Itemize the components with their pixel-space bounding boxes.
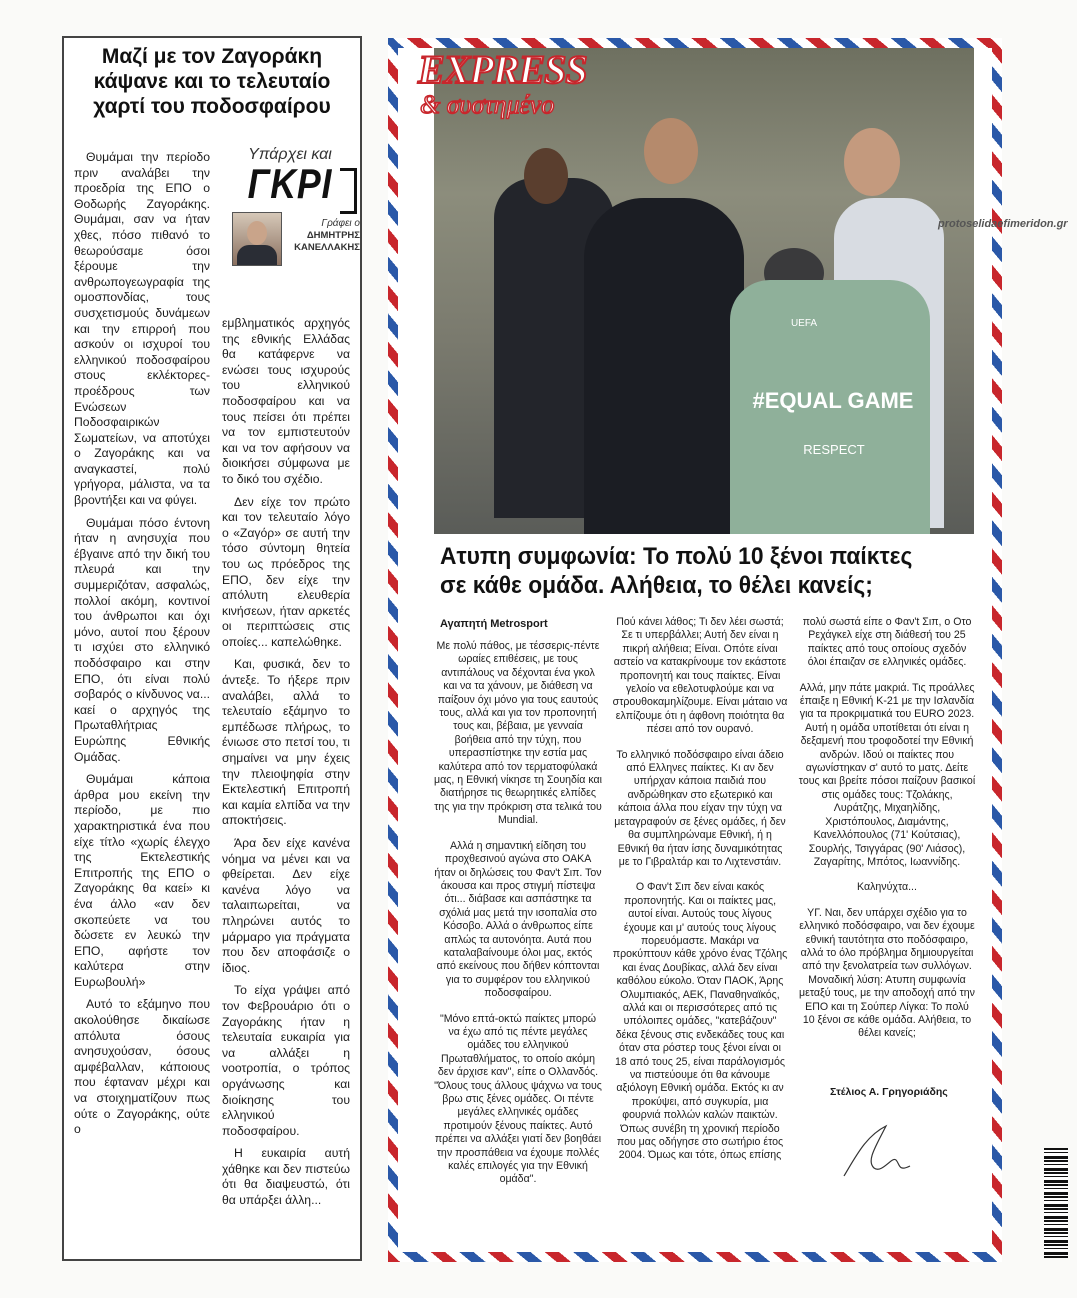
right-article-column-1 [434, 640, 602, 1199]
paragraph: πολύ σωστά είπε ο Φαν't Σιπ, ο Οτο Ρεχάγκελ είχε στη διάθεσή του 25 παίκτες από τους οποίους σχεδόν όλοι έπαιζαν σε ελληνικές ομάδες. [802, 616, 972, 669]
right-article-column-2 [612, 616, 788, 1175]
paragraph: εμβληματικός αρχηγός της εθνικής Ελλάδας θα κατάφερνε να ενώσει τους ισχυρούς του ελληνικού ποδοσφαίρου και να τους πείσει ότι πρέπει να τον εμπιστευτούν και να τον αφήσουν να διοικήσει σύμφωνα με το δικό του σχέδιο. [222, 316, 350, 486]
barcode [1044, 1148, 1068, 1258]
byline-last-name: ΚΑΝΕΛΛΑΚΗΣ [294, 242, 360, 253]
author-byline [284, 218, 360, 254]
title-line: κάψανε και το τελευταίο [93, 70, 331, 93]
paragraph: "Μόνο επτά-οκτώ παίκτες μπορώ να έχω από τις πέντε μεγάλες ομάδες του ελληνικού Πρωταθλήματος, το οποίο ακόμη δεν άρχισε καν", είπε ο Ολλανδός. "Όλους τους άλλους ψάχνω να τους βρω στις ξένες ομάδες. Οι πέντε μεγάλες ελληνικές ομάδες προτιμούν ξένους παίκτες. Αυτό πρέπει να αλλάξει γιατί δεν βοηθάει την προσπάθεια να έχουμε πολλές καλές επιλογές για την Εθνική ομάδα". [434, 1012, 602, 1186]
left-article-column-2 [222, 316, 350, 1216]
title-line: Μαζί με τον Ζαγοράκη [101, 45, 323, 68]
title-line: χαρτί του ποδοσφαίρου [93, 95, 331, 118]
column-kicker: Υπάρχει και [248, 146, 332, 163]
left-article-column-1 [74, 150, 210, 1145]
paragraph: Και, φυσικά, δεν το άντεξε. Το ήξερε πριν αναλάβει, αλλά το τελευταίο εξάμηνο το εμπέδωσε πλήρως, το ένιωσε στο πετσί του, τι σημαίνει να μην έχεις την πλειοψηφία στην Εκτελεστική Επιτροπή και καμία ελπίδα να την αποκτήσεις. [222, 657, 350, 828]
paragraph: ΥΓ. Ναι, δεν υπάρχει σχέδιο για το ελληνικό ποδόσφαιρο, ναι δεν έχουμε εθνική ταυτότητα στο ποδόσφαιρο, αλλά το όλο πρόβλημα δημιουργείται από την ξενολατρεία των συλλόγων. Μοναδική λύση: Ατυπη συμφωνία μεταξύ τους, με την αποδοχή από την ΕΠΟ και τη Σούπερ Λίγκα: Το πολύ 10 ξένοι σε κάθε ομάδα. Αλήθεια, το θέλει κανείς; [799, 906, 975, 1040]
paragraph: Καληνύχτα... [857, 881, 917, 894]
article-signer: Στέλιος Α. Γρηγοριάδης [830, 1086, 948, 1098]
byline-prefix: Γράφει ο [321, 218, 360, 229]
paragraph: Δεν είχε τον πρώτο και τον τελευταίο λόγο ο «Ζαγόρ» σε αυτή την τόσο σύντομη θητεία του ως πρόεδρος της ΕΠΟ, δεν είχε την απόλυτη ελευθερία κινήσεων, ήταν αρκετές οι περιπτώσεις στις οποίες... καπελώθηκε. [222, 494, 350, 649]
paragraph: Αλλά η σημαντική είδηση του προχθεσινού αγώνα στο ΟΑΚΑ ήταν οι δηλώσεις του Φαν't Σιπ. Τον άκουσα και προς στιγμή πίστεψα ότι... διάβασε και ασπάστηκε τα σχόλιά μας μετά την ισοπαλία στο Κόσοβο. Αλλά ο άνθρωπος είπε απλώς τα αυτονόητα. Αυτά που καταλαβαίνουμε όλοι μας, εκτός από εκείνους που δήθεν κόπτονται για το συμφέρον του ελληνικού ποδοσφαίρου. [434, 839, 602, 1000]
article-photo [434, 48, 974, 534]
paragraph: Με πολύ πάθος, με τέσσερις-πέντε ωραίες επιθέσεις, με τους αντιπάλους να δέχονται ένα γκολ και να τα χάνουν, με διάθεση να παίξουν όχι μόνο για τους εαυτούς τους, αλλά και για τον προπονητή τους και, βέβαια, με γενναία βοήθεια από την τύχη, που υπερασπίστηκε την εστία μας καλύτερα από τον τερματοφύλακά μας, η Εθνική νίκησε τη Σουηδία και διατήρησε τις θεωρητικές ελπίδες της για την πρόκριση στα τελικά του Mundial. [434, 640, 602, 827]
paragraph: Το ελληνικό ποδόσφαιρο είναι άδειο από Ελληνες παίκτες. Κι αν δεν υπήρχαν κάποια παιδιά που ανδρώθηκαν στο εξωτερικό και κάποια άλλα που είχαν την τύχη να μεταγραφούν σε ξένες ομάδες, ή δεν θα συμπληρώναμε Εθνική, ή η Εθνική θα ήταν ίσης δυναμικότητας με το Γιβραλτάρ και το Λιχτενστάιν. [614, 748, 786, 868]
column-bracket-decoration [340, 168, 357, 214]
column-name: ΓΚΡΙ [247, 160, 333, 207]
right-article-column-3 [798, 616, 976, 1053]
right-article-author: Αγαπητή Metrosport [440, 618, 548, 630]
left-article-title [72, 44, 352, 119]
paragraph: Θυμάμαι την περίοδο πριν αναλάβει την προεδρία της ΕΠΟ ο Θοδωρής Ζαγοράκης. Θυμάμαι, σαν να ήταν χθες, πόσο πιθανό το θεωρούσαμε όσοι ξέρουμε την ανθρωπογεωγραφία της ομοσπονδίας, τους συσχετισμούς δυνάμεων και την επιρροή που ασκούν οι ισχυροί του ελληνικού ποδοσφαίρου στους εκλέκτορες-προέδρους των Ενώσεων Ποδοσφαιρικών Σωματείων, να αποτύχει ο Ζαγοράκης και να αναγκαστεί, πολύ γρήγορα, μάλιστα, να τα βροντήξει και να φύγει. [74, 150, 210, 508]
bib-uefa-text: UEFA [790, 318, 818, 329]
paragraph: Ο Φαν't Σιπ δεν είναι κακός προπονητής. Και οι παίκτες μας, αυτοί είναι. Αυτούς τους λίγους έχουμε και μ' αυτούς τους λίγους πορευόμαστε. Μακάρι να προκύπτουν κάθε χρόνο ένας Τζόλης και ένας Δουβίκας, αλλά δεν είναι καθόλου εύκολο. Όταν ΠΑΟΚ, Άρης Ολυμπιακός, ΑΕΚ, Παναθηναϊκός, αλλά και οι περισσότερες από τις υπόλοιπες ομάδες, "κατεβάζουν" δέκα ξένους στις ενδεκάδες τους και όταν στα ρόστερ τους ξένοι είναι οι 18 από τους 25, είναι παράλογισμός να πιστεύουμε ότι θα κάνουμε αξιόλογη Εθνική ομάδα. Εκτός κι αν προκύψει, από συγκυρία, μια φουρνιά πολλών καλών παικτών. Όπως συνέβη τη χρονική περίοδο που μας οδήγησε στο σωτήριο έτος 2004. Όμως και τότε, όπως επίσης [612, 881, 788, 1162]
paragraph: Η ευκαιρία αυτή χάθηκε και δεν πιστεύω ότι θα διαψευστώ, ότι θα υπάρξει άλλη... [222, 1146, 350, 1208]
right-article-headline: Ατυπη συμφωνία: Το πολύ 10 ξένοι παίκτες σε κάθε ομάδα. Αλήθεια, το θέλει κανείς; [440, 543, 913, 599]
express-section-subtitle: & συστημένο [420, 90, 555, 119]
express-section-logo: EXPRESS [418, 47, 587, 92]
paragraph: Το είχα γράψει από τον Φεβρουάριο ότι ο Ζαγοράκης ήταν η τελευταία ευκαιρία για να αλλάξει η νοοτροπία, ο τρόπος οργάνωσης και διοίκησης του ελληνικού ποδοσφαίρου. [222, 983, 350, 1138]
paragraph: Αυτό το εξάμηνο που ακολούθησε δικαίωσε απόλυτα όσους ανησυχούσαν, όσους αμφέβαλλαν, κάποιους που έφταναν μέχρι και να στοιχηματίζουν πως ούτε ο Ζαγοράκης, ούτε ο [74, 997, 210, 1137]
paragraph: Θυμάμαι πόσο έντονη ήταν η ανησυχία που έβγαινε από την δική του πλευρά και την συμμεριζόταν, ασφαλώς, πολλοί ακόμη, κοντινοί του άνθρωποι και όχι μόνο, αυτοί που ξέρουν τι ισχύει στο ελληνικό ποδόσφαιρο και στην ΕΠΟ, ότι είναι πολύ σοβαρός ο κίνδυνος να... καεί ο αρχηγός της Πρωταθλήτριας Ευρώπης Εθνικής Ομάδας. [74, 515, 210, 764]
paragraph: Θυμάμαι κάποια άρθρα μου εκείνη την περίοδο, με πιο χαρακτηριστικά ένα που είχε τίτλο «χωρίς έλεγχο της Εκτελεστικής Επιτροπής της ΕΠΟ ο Ζαγοράκης θα καεί» κι ένα άλλο «αν δεν σκοπεύετε να του δώσετε εν λευκώ την ΕΠΟ, αφήστε τον καλύτερα στην Ευρωβουλή» [74, 772, 210, 989]
byline-first-name: ΔΗΜΗΤΡΗΣ [306, 230, 360, 241]
bib-respect-text: RESPECT [803, 442, 865, 457]
handwritten-signature [836, 1116, 916, 1186]
paragraph: Άρα δεν είχε κανένα νόημα να μένει και να φθείρεται. Δεν είχε κανένα λόγο να ταλαιπωρείται, να πληρώνει αυτός το μάρμαρο για πράγματα που δεν αποφάσιζε ο ίδιος. [222, 836, 350, 975]
paragraph: Πού κάνει λάθος; Τι δεν λέει σωστά; Σε τι υπερβάλλει; Αυτή δεν είναι η πικρή αλήθεια; Είναι. Οπότε είναι αστείο να κατακρίνουμε τον εκάστοτε προπονητή και τους παίκτες. Είναι γελοίο να εθελοτυφλούμε και να στρουθοκαμηλίζουμε. Είναι μάταιο να ελπίζουμε ότι η άφθονη ποιότητα θα πέσει από τον ουρανό. [612, 616, 788, 736]
paragraph: Αλλά, μην πάτε μακριά. Τις προάλλες έπαιξε η Εθνική Κ-21 με την Ισλανδία για τα προκριματικά του EURO 2023. Αυτή η ομάδα υποτίθεται ότι είναι η δεξαμενή που τροφοδοτεί την Εθνική ανδρών. Ιδού οι παίκτες που αγωνίστηκαν σ' αυτό το ματς. Δείτε τους και βρείτε πόσοι παίζουν βασικοί στις ομάδες τους: Τζολάκης, Λυράτζης, Μιχαηλίδης, Χριστόπουλος, Διαμάντης, Κανελλόπουλος (71' Κούτσιας), Σουρλής, Τσιγγάρας (90' Λιάσος), Ζαγαρίτης, Μπότος, Ιωαννίδης. [798, 681, 976, 868]
source-watermark: protoselidaefimeridon.gr [938, 218, 1068, 230]
bib-slogan: #EQUAL GAME [752, 388, 914, 413]
author-photo [232, 212, 282, 266]
